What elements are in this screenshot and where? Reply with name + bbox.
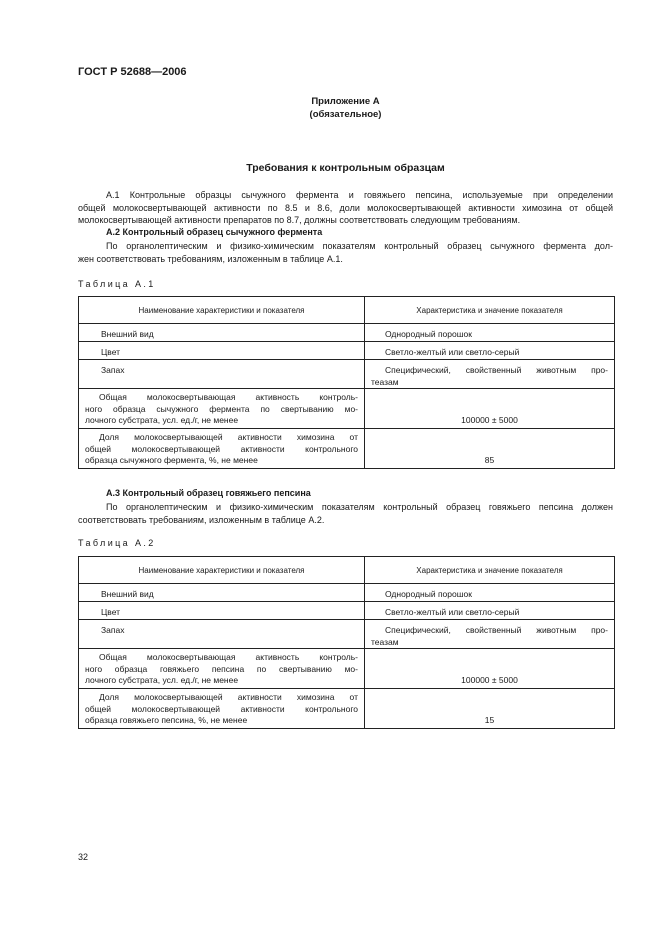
paragraph-line: общей молокосвертывающей активности по 8.5 и 8.6, доли молокосвертывающей активности химозина от общей <box>78 202 613 213</box>
cell-line: ного образца сычужного фермента по свертыванию мо- <box>85 403 358 414</box>
cell-line: Общая молокосвертывающая активность контроль- <box>99 652 358 662</box>
table-cell <box>79 689 365 729</box>
column-header-name: Наименование характеристики и показателя <box>79 557 365 584</box>
table-a1 <box>78 296 615 469</box>
cell-text: Внешний вид <box>101 329 154 339</box>
table-a2 <box>78 556 615 729</box>
paragraph-line: молокосвертывающей активности препаратов по 8.7, должны соответствовать следующим требованиям. <box>78 215 521 225</box>
table-row <box>79 584 615 602</box>
paragraph-line: соответствовать требованиям, изложенным в таблице А.2. <box>78 514 325 525</box>
column-header-name: Наименование характеристики и показателя <box>79 297 365 324</box>
cell-line: Доля молокосвертывающей активности химозина от <box>99 432 358 442</box>
table-cell <box>365 429 615 469</box>
cell-text: Однородный порошок <box>385 329 472 339</box>
paragraph-a1 <box>78 189 613 227</box>
section-title: Требования к контрольным образцам <box>246 162 445 174</box>
cell-line: Специфический, свойственный животным про- <box>385 625 608 635</box>
cell-text: 100000 ± 5000 <box>461 415 518 425</box>
paragraph-a2 <box>78 240 613 265</box>
table-cell <box>365 689 615 729</box>
table-cell <box>365 389 615 429</box>
column-header-value: Характеристика и значение показателя <box>365 557 615 584</box>
table-row <box>79 620 615 649</box>
cell-line: ного образца говяжьего пепсина по свертыванию мо- <box>85 663 358 674</box>
cell-text: Светло-желтый или светло-серый <box>385 607 520 617</box>
table-cell <box>365 620 615 649</box>
table2-caption: Таблица А.2 <box>78 538 156 548</box>
table-cell <box>365 324 615 342</box>
cell-line: образца сычужного фермента, %, не менее <box>85 455 258 465</box>
table-cell <box>79 360 365 389</box>
table-cell <box>79 602 365 620</box>
paragraph-line: По органолептическим и физико-химическим показателям контрольный образец сычужного фермента дол- <box>106 241 613 251</box>
page-number: 32 <box>78 852 89 862</box>
paragraph-line: жен соответствовать требованиям, изложенным в таблице А.1. <box>78 253 343 264</box>
cell-text: Запах <box>101 625 125 635</box>
cell-line: теазам <box>371 636 399 647</box>
table-row <box>79 689 615 729</box>
cell-text: 85 <box>484 455 495 465</box>
table-cell <box>79 389 365 429</box>
cell-line: лочного субстрата, усл. ед./г, не менее <box>85 675 239 685</box>
cell-text: 100000 ± 5000 <box>461 675 518 685</box>
cell-line: Специфический, свойственный животным про- <box>385 365 608 375</box>
cell-line: общей молокосвертывающей активности контрольного <box>85 443 358 454</box>
table-row <box>79 429 615 469</box>
table-row <box>79 324 615 342</box>
cell-text: 15 <box>484 715 495 725</box>
table-cell <box>79 324 365 342</box>
cell-text: Светло-желтый или светло-серый <box>385 347 520 357</box>
appendix-status: (обязательное) <box>309 109 382 120</box>
cell-text: Цвет <box>101 347 121 357</box>
table-header-row <box>79 557 615 584</box>
cell-text: Однородный порошок <box>385 589 472 599</box>
paragraph-a3 <box>78 501 613 526</box>
table-cell <box>365 602 615 620</box>
cell-line: общей молокосвертывающей активности контрольного <box>85 703 358 714</box>
table-row <box>79 602 615 620</box>
table-cell <box>365 584 615 602</box>
column-header-value: Характеристика и значение показателя <box>365 297 615 324</box>
heading-a3: А.3 Контрольный образец говяжьего пепсина <box>106 488 311 498</box>
table-header-row <box>79 297 615 324</box>
table-row <box>79 342 615 360</box>
table-cell <box>79 342 365 360</box>
table-row <box>79 389 615 429</box>
table1-caption: Таблица А.1 <box>78 279 156 289</box>
paragraph-line: По органолептическим и физико-химическим показателям контрольный образец говяжьего пепсина должен <box>106 502 613 512</box>
standard-designation: ГОСТ Р 52688—2006 <box>78 66 187 78</box>
cell-line: лочного субстрата, усл. ед./г, не менее <box>85 415 239 425</box>
table-cell <box>365 360 615 389</box>
cell-text: Внешний вид <box>101 589 154 599</box>
cell-line: Доля молокосвертывающей активности химозина от <box>99 692 358 702</box>
table-cell <box>79 584 365 602</box>
table-cell <box>79 429 365 469</box>
cell-text: Запах <box>101 365 125 375</box>
cell-line: теазам <box>371 376 399 387</box>
table-cell <box>79 649 365 689</box>
heading-a2: А.2 Контрольный образец сычужного фермента <box>106 227 323 237</box>
table-cell <box>365 342 615 360</box>
cell-line: образца говяжьего пепсина, %, не менее <box>85 715 248 725</box>
table-cell <box>79 620 365 649</box>
table-row <box>79 649 615 689</box>
table-row <box>79 360 615 389</box>
cell-text: Цвет <box>101 607 121 617</box>
cell-line: Общая молокосвертывающая активность контроль- <box>99 392 358 402</box>
appendix-title: Приложение А <box>311 96 380 107</box>
paragraph-line: А.1 Контрольные образцы сычужного фермента и говяжьего пепсина, используемые при определении <box>106 190 613 200</box>
table-cell <box>365 649 615 689</box>
